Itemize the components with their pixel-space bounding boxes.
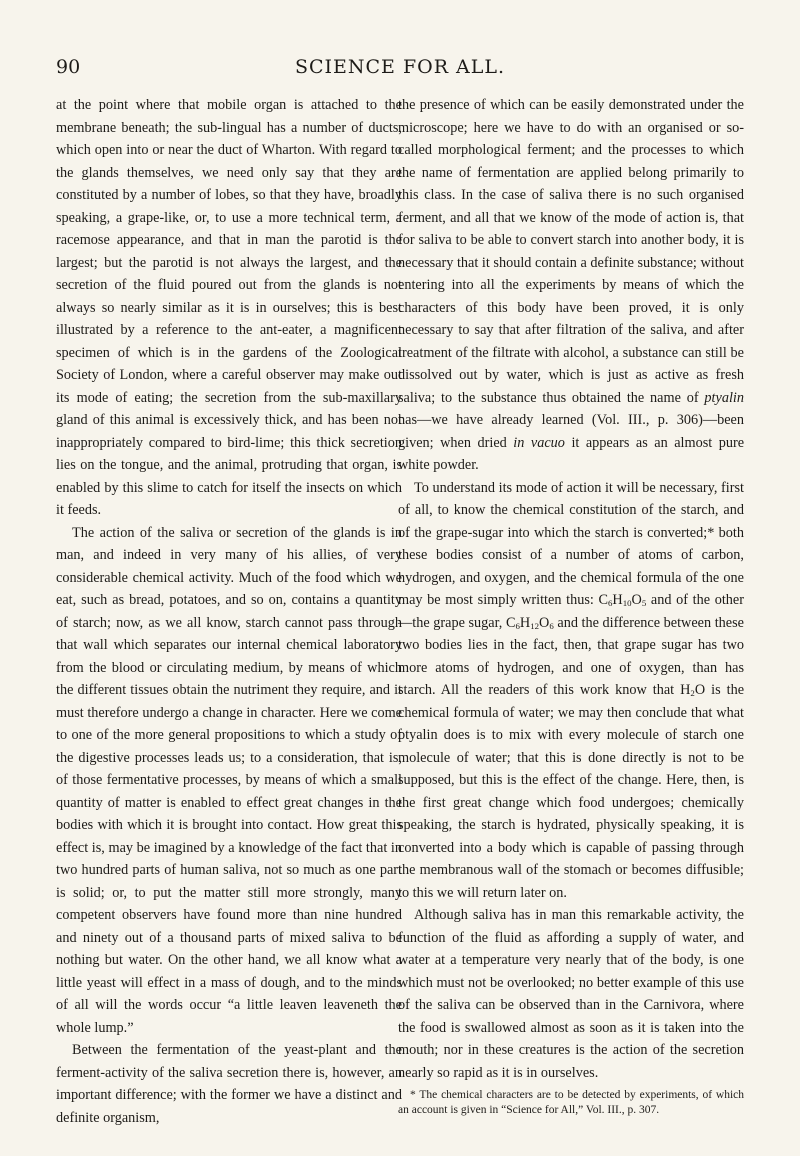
right-column: [398, 94, 744, 1118]
formula-water: $H_2O$: [680, 682, 706, 698]
text-run: and of the other—the grape sugar,: [398, 592, 745, 631]
paragraph: at the point where that mobile organ is attached to the membrane beneath; the sub-lingual has a number of ducts, which open into or near the duct of Wharton. With regard to the glands themselves, we need only say that they are constituted by a number of lobes, so that they have, broadly speaking, a grape-like, or, to use a more technical term, a racemose appearance, and that in man the parotid is the largest; but the parotid is not always the largest, and the secretion of the fluid poured out from the glands is not always so nearly similar as it is in ourselves; this is best illustrated by a reference to the ant-eater, a magnificent specimen of which is in the gardens of the Zoological Society of London, where a careful observer may make out its mode of eating; the secretion from the sub-maxillary gland of this animal is excessively thick, and has been not inappropriately compared to bird-lime; this thick secretion lies on the tongue, and the animal, protruding that organ, is enabled by this slime to catch for itself the insects on which it feeds.: [56, 97, 402, 518]
paragraph: Between the fermentation of the yeast-plant and the ferment-activity of the saliva secretion there is, however, an important difference; with the former we have a distinct and definite organism,: [56, 1042, 402, 1126]
latin-phrase: in vacuo: [513, 434, 565, 451]
paragraph: [398, 477, 744, 905]
paragraph: Although saliva has in man this remarkable activity, the function of the fluid as affording a supply of water, and water at a temperature very nearly that of the body, is one which must not be overlooked; no better example of this use of the saliva can be observed than in the Carnivora, where the food is swallowed almost as soon as it is taken into the mouth; nor in these creatures is the action of the secretion nearly so rapid as it is in ourselves.: [398, 907, 744, 1081]
text-run: To understand its mode of action it will be necessary, first of all, to know the chemical constitution of the starch, and of the grape-sugar into which the starch is converted;* both these bodies consist of a number of atoms of carbon, hydrogen, and oxygen, and the chemical formula of the one may be most simply written thus:: [398, 479, 744, 608]
page-number: 90: [56, 56, 81, 78]
text-run: and the difference between these two bodies lies in the fact, then, that grape sugar has two more atoms of hydrogen, and one of oxygen, than has starch. All the readers of this work know that: [398, 614, 745, 698]
running-head: SCIENCE FOR ALL.: [294, 56, 506, 78]
paragraph: The action of the saliva or secretion of the glands is in man, and indeed in very many of his allies, of very considerable chemical activity. Much of the food which we eat, such as bread, potatoes, and so on, contains a quantity of starch; now, as we all know, starch cannot pass through that wall which separates our internal chemical laboratory from the blood or circulating medium, by means of which the different tissues obtain the nutriment they require, and it must therefore undergo a change in character. Here we come to one of the more general propositions to which a study of the digestive processes leads us; to a consideration, that is, of those fermentative processes, by means of which a small quantity of matter is enabled to effect great changes in the bodies with which it is brought into contact. How great this effect is, may be imagined by a knowledge of the fact that in two hundred parts of human saliva, not so much as one part is solid; or, to put the matter still more strongly, many competent observers have found more than nine hundred and ninety out of a thousand parts of mixed saliva to be nothing but water. On the other hand, we all know what a little yeast will effect in a mass of dough, and to the minds of all will the words occur “a little leaven leaveneth the whole lump.”: [56, 524, 402, 1036]
formula-starch: $C_6H_{10}O_5$: [598, 592, 647, 608]
text-run: the presence of which can be easily demonstrated under the microscope; here we have to do with an organised or so-called morphological ferment; and the processes to which the name of fermentation are applied belong primarily to this class. In the case of saliva there is no such organised ferment, and all that we know of the mode of action is, that for saliva to be able to convert starch into another body, it is necessary that it should contain a definite substance; without entering into all the experiments by means of which the characters of this body have been proved, it is only necessary to say that after filtration of the saliva, and after treatment of the filtrate with alcohol, a substance can still be dissolved out by water, which is just as active as fresh saliva; to the substance thus obtained the name of: [398, 97, 744, 406]
paragraph: [398, 94, 744, 477]
text-run: it appears as an almost pure white powder.: [398, 434, 745, 473]
footnote: * The chemical characters are to be detected by experiments, of which an account is given in “Science for All,” Vol. III., p. 307.: [398, 1089, 744, 1116]
formula-grape-sugar: $C_6H_{12}O_6$: [505, 614, 554, 631]
text-run: is the chemical formula of water; we may then conclude that what ptyalin does is to mix with every molecule of starch one molecule of water; that this is done directly is not to be supposed, but this is the effect of the change. Here, then, is the first great change which food undergoes; chemically speaking, the starch is hydrated, physically speaking, it is converted into a body which is capable of passing through the membranous wall of the stomach or becomes diffusible; to this we will return later on.: [398, 682, 745, 901]
left-column: [56, 94, 402, 1129]
term-ptyalin: ptyalin: [704, 389, 744, 406]
text-run: has—we have already learned (Vol. III., p. 306)—been given; when dried: [398, 412, 744, 451]
